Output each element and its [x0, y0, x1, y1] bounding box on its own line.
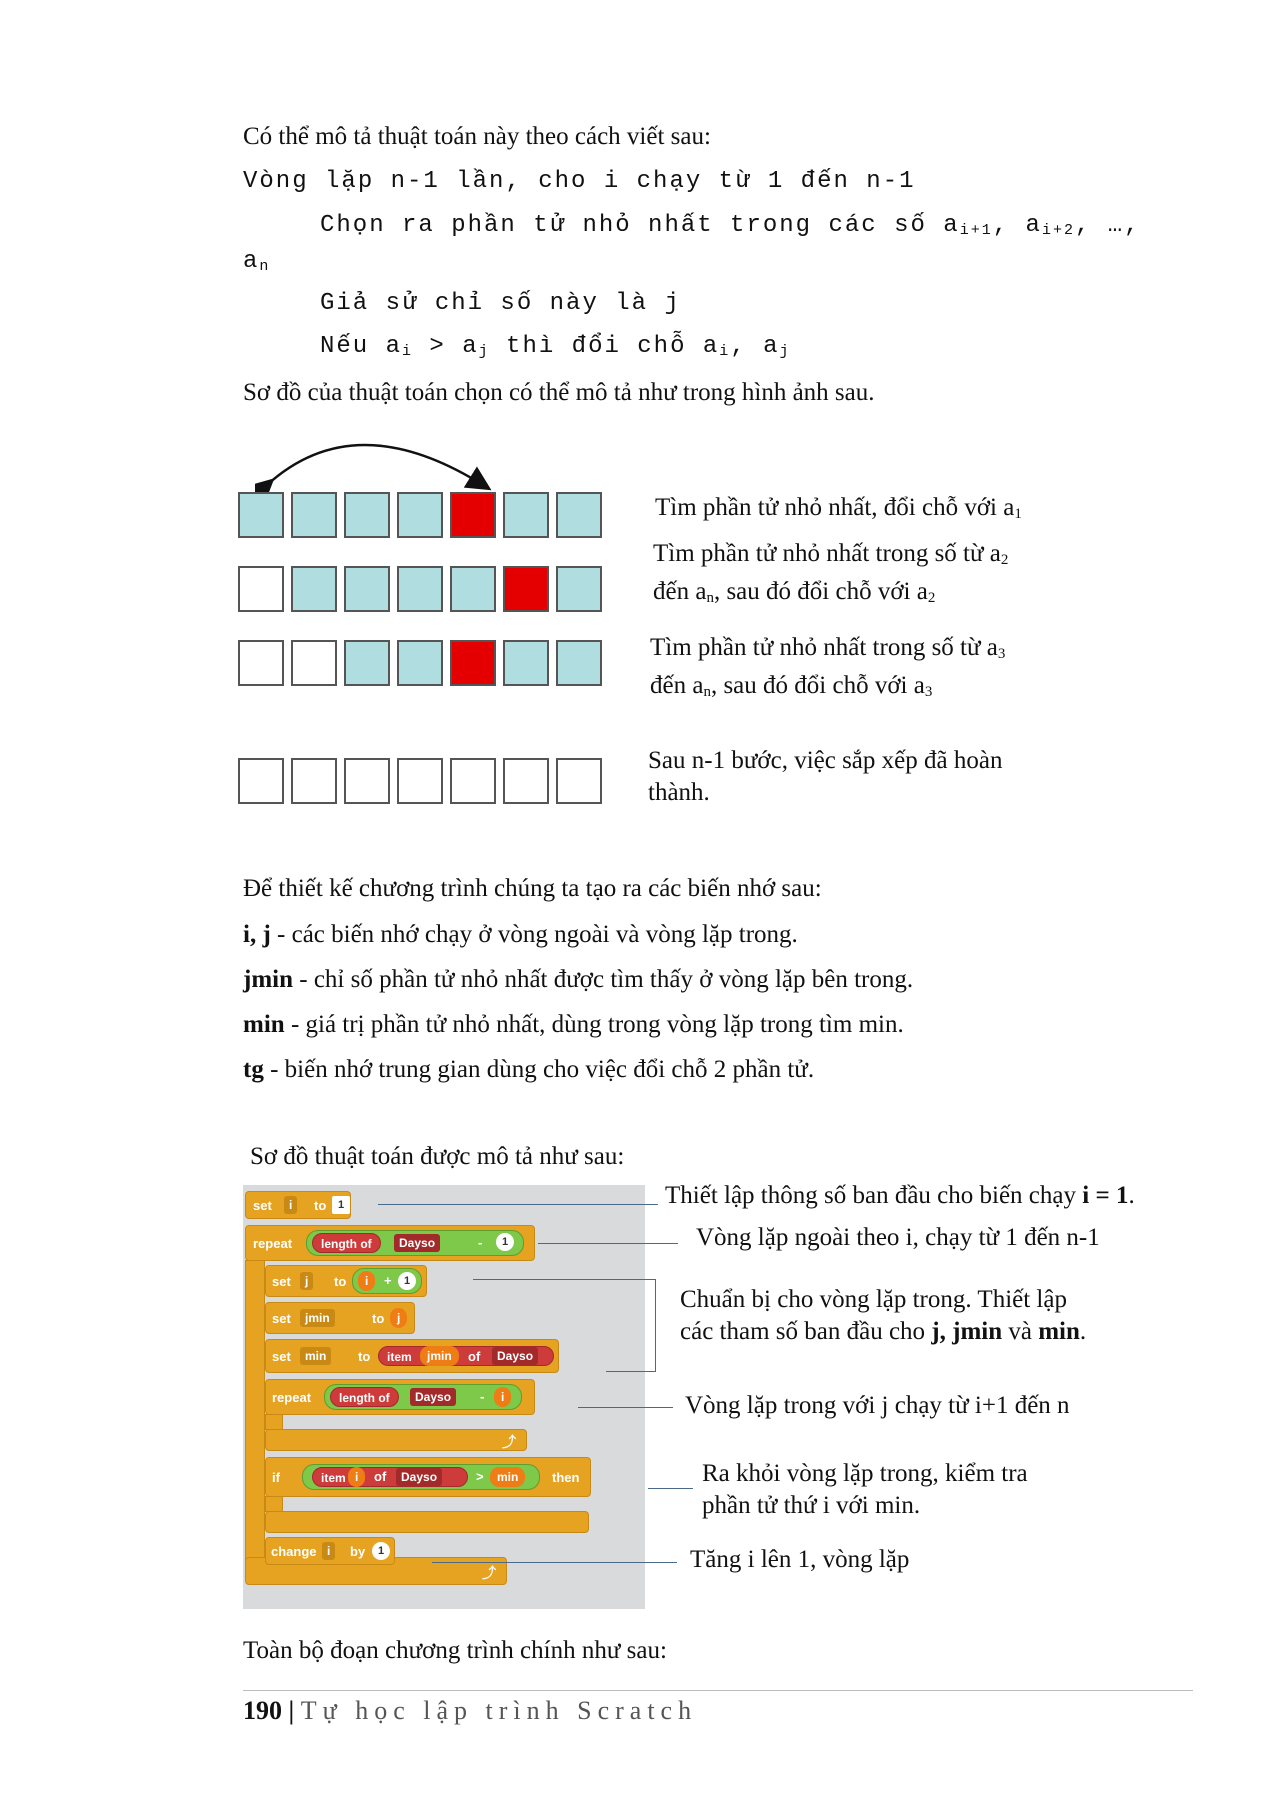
- annotation-line-3c: [606, 1371, 656, 1372]
- pseudo-line-3: $a_n$: [243, 248, 271, 275]
- set-j-block[interactable]: set j to i + 1: [265, 1265, 427, 1297]
- outer-repeat-foot: ⤴: [245, 1557, 507, 1585]
- sorted-cell: [450, 758, 496, 804]
- diagram-row-2: [238, 566, 602, 612]
- unsorted-cell: [291, 492, 337, 538]
- outer-repeat-block[interactable]: repeat length of Dayso - 1: [245, 1225, 535, 1261]
- var-item: i, j - các biến nhớ chạy ở vòng ngoài và vòng lặp trong.: [243, 921, 798, 948]
- unsorted-cell: [450, 566, 496, 612]
- unsorted-cell: [397, 492, 443, 538]
- unsorted-cell: [344, 566, 390, 612]
- inner-repeat-arm: [265, 1414, 283, 1430]
- pseudo-line-5: Nếu $a_i > a_j$ thì đổi chỗ $a_i$, $a_j$: [320, 333, 791, 360]
- annotation-line-4: [578, 1407, 673, 1408]
- unsorted-cell: [556, 492, 602, 538]
- annotation-2: Vòng lặp ngoài theo i, chạy từ 1 đến n-1: [696, 1224, 1100, 1251]
- page-footer: 190 | Tự học lập trình Scratch: [243, 1696, 698, 1725]
- set-i-block[interactable]: set i to 1: [245, 1191, 351, 1219]
- outro-text: Toàn bộ đoạn chương trình chính như sau:: [243, 1637, 667, 1664]
- annotation-line-5: [648, 1488, 693, 1489]
- scratch-script: [243, 1185, 645, 1609]
- sorted-cell: [238, 640, 284, 686]
- annotation-line-6: [432, 1562, 677, 1563]
- unsorted-cell: [556, 566, 602, 612]
- diagram-intro: Sơ đồ của thuật toán chọn có thể mô tả như trong hình ảnh sau.: [243, 379, 875, 406]
- sorted-cell: [238, 566, 284, 612]
- sorted-cell: [291, 758, 337, 804]
- if-foot: [265, 1511, 589, 1533]
- if-block[interactable]: if item i of Dayso > min then: [265, 1457, 591, 1497]
- swap-arrow: [255, 425, 495, 495]
- annotation-line-3a: [473, 1279, 655, 1280]
- annotation-5: Ra khỏi vòng lặp trong, kiểm tra phần tử thứ i với min.: [702, 1460, 1028, 1519]
- unsorted-cell: [397, 566, 443, 612]
- pseudo-line-4: Giả sử chỉ số này là j: [320, 290, 681, 317]
- set-jmin-block[interactable]: set jmin to j: [265, 1302, 415, 1334]
- diagram-label-4: Sau n-1 bước, việc sắp xếp đã hoàn thành.: [648, 747, 1003, 806]
- unsorted-cell: [397, 640, 443, 686]
- diagram-label-3: Tìm phần tử nhỏ nhất trong số từ $a_3$ đến $a_n$, sau đó đổi chỗ với $a_3$: [650, 634, 1006, 700]
- var-item: tg - biến nhớ trung gian dùng cho việc đổi chỗ 2 phần tử.: [243, 1056, 815, 1083]
- unsorted-cell: [344, 640, 390, 686]
- unsorted-cell: [291, 566, 337, 612]
- var-item: min - giá trị phần tử nhỏ nhất, dùng trong vòng lặp trong tìm min.: [243, 1011, 904, 1038]
- sorted-cell: [556, 758, 602, 804]
- footer-divider: [243, 1690, 1193, 1691]
- annotation-line-1: [378, 1204, 658, 1205]
- var-item: jmin - chỉ số phần tử nhỏ nhất được tìm thấy ở vòng lặp bên trong.: [243, 966, 914, 993]
- vars-intro: Để thiết kế chương trình chúng ta tạo ra các biến nhớ sau:: [243, 875, 822, 902]
- annotation-3: Chuẩn bị cho vòng lặp trong. Thiết lập các tham số ban đầu cho j, jmin và min.: [680, 1286, 1087, 1345]
- inner-repeat-foot: ⤴: [265, 1429, 527, 1451]
- min-cell: [450, 492, 496, 538]
- sorted-cell: [238, 758, 284, 804]
- change-i-block[interactable]: change i by 1: [265, 1537, 395, 1565]
- sorted-cell: [291, 640, 337, 686]
- sorted-cell: [503, 758, 549, 804]
- min-cell: [503, 566, 549, 612]
- unsorted-cell: [238, 492, 284, 538]
- unsorted-cell: [556, 640, 602, 686]
- page-number: 190: [243, 1696, 282, 1725]
- annotation-4: Vòng lặp trong với j chạy từ i+1 đến n: [685, 1392, 1070, 1419]
- unsorted-cell: [344, 492, 390, 538]
- set-min-block[interactable]: set min to item jmin of Dayso: [265, 1339, 559, 1373]
- book-title: Tự học lập trình Scratch: [300, 1696, 698, 1725]
- unsorted-cell: [503, 492, 549, 538]
- flow-intro: Sơ đồ thuật toán được mô tả như sau:: [250, 1143, 625, 1170]
- diagram-row-1: [238, 492, 602, 538]
- sorted-cell: [397, 758, 443, 804]
- diagram-label-2: Tìm phần tử nhỏ nhất trong số từ $a_2$ đến $a_n$, sau đó đổi chỗ với $a_2$: [653, 540, 1009, 606]
- diagram-row-3: [238, 640, 602, 686]
- unsorted-cell: [503, 640, 549, 686]
- outer-repeat-arm: [245, 1260, 265, 1560]
- inner-repeat-block[interactable]: repeat length of Dayso - i: [265, 1379, 535, 1415]
- sorted-cell: [344, 758, 390, 804]
- diagram-label-1: Tìm phần tử nhỏ nhất, đổi chỗ với $a_1$: [655, 494, 1022, 522]
- if-arm: [265, 1496, 283, 1512]
- annotation-6: Tăng i lên 1, vòng lặp: [690, 1546, 910, 1573]
- pseudo-line-2: Chọn ra phần tử nhỏ nhất trong các số $a_{i+1}$, $a_{i+2}$, …,: [320, 212, 1141, 239]
- annotation-1: Thiết lập thông số ban đầu cho biến chạy i = 1.: [665, 1182, 1135, 1209]
- diagram-row-4: [238, 758, 602, 804]
- annotation-line-2: [538, 1243, 678, 1244]
- annotation-line-3b: [655, 1279, 656, 1371]
- min-cell: [450, 640, 496, 686]
- intro-text: Có thể mô tả thuật toán này theo cách viết sau:: [243, 123, 711, 150]
- pseudo-line-1: Vòng lặp n-1 lần, cho i chạy từ 1 đến n-1: [243, 168, 916, 195]
